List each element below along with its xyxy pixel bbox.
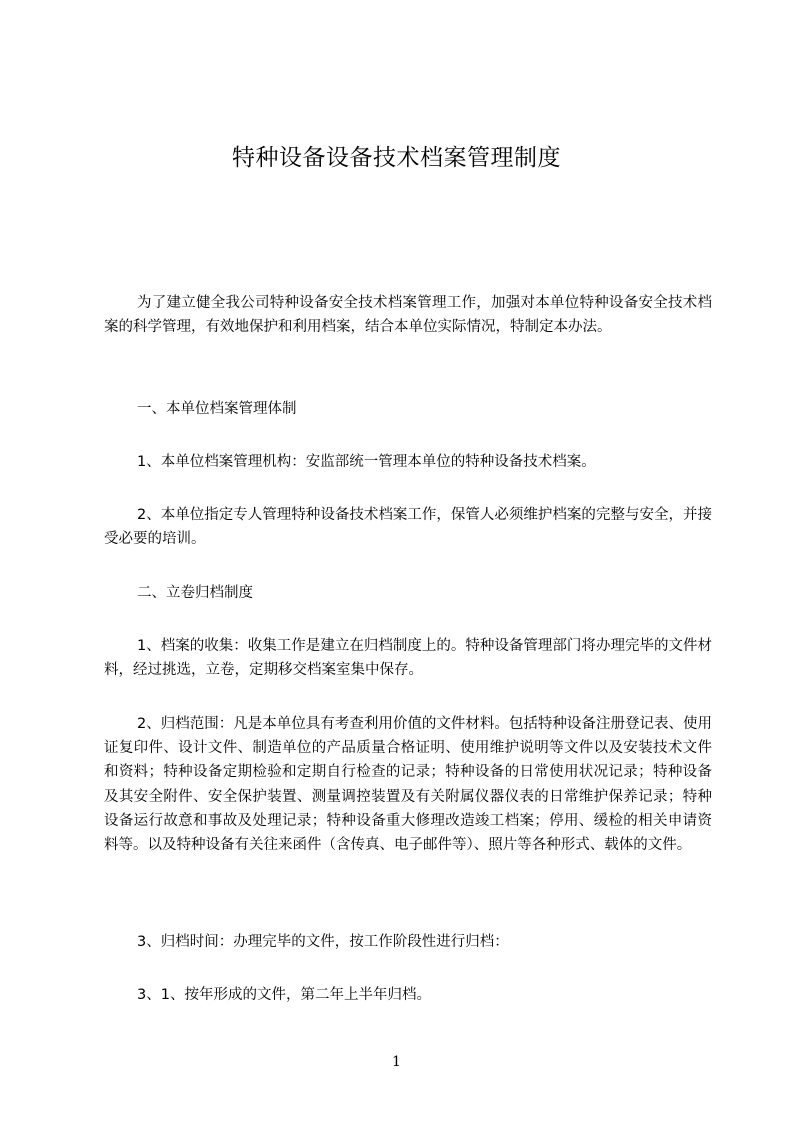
intro-paragraph: 为了建立健全我公司特种设备安全技术档案管理工作，加强对本单位特种设备安全技术档案的科学管理，有效地保护和利用档案，结合本单位实际情况，特制定本办法。 xyxy=(104,295,712,336)
page-number: 1 xyxy=(392,1054,401,1070)
section-2-item-2: 2、归档范围：凡是本单位具有考查利用价值的文件材料。包括特种设备注册登记表、使用证复印件、设计文件、制造单位的产品质量合格证明、使用维护说明等文件以及安装技术文件和资料；特种设备定期检验和定期自行检查的记录；特种设备的日常使用状况记录；特种设备及其安全附件、安全保护装置、测量调控装置及有关附属仪器仪表的日常维护保养记录；特种设备运行故意和事故及处理记录；特种设备重大修理改造竣工档案；停用、缓检的相关申请资料等。以及特种设备有关往来函件（含传真、电子邮件等）、照片等各种形式、载体的文件。 xyxy=(104,716,712,854)
document-title: 特种设备设备技术档案管理制度 xyxy=(232,145,561,171)
section-1-item-2: 2、本单位指定专人管理特种设备技术档案工作，保管人必须维护档案的完整与安全，并接受必要的培训。 xyxy=(104,507,712,548)
section-1-item-1: 1、本单位档案管理机构：安监部统一管理本单位的特种设备技术档案。 xyxy=(137,454,596,470)
section-1-heading: 一、本单位档案管理体制 xyxy=(137,401,297,417)
section-2-heading: 二、立卷归档制度 xyxy=(137,585,253,601)
section-2-item-1: 1、档案的收集：收集工作是建立在归档制度上的。特种设备管理部门将办理完毕的文件材料，经过挑选，立卷，定期移交档案室集中保存。 xyxy=(104,638,712,679)
section-2-item-3: 3、归档时间：办理完毕的文件，按工作阶段性进行归档： xyxy=(137,934,509,950)
section-2-item-3-1: 3、1、按年形成的文件，第二年上半年归档。 xyxy=(137,987,431,1003)
